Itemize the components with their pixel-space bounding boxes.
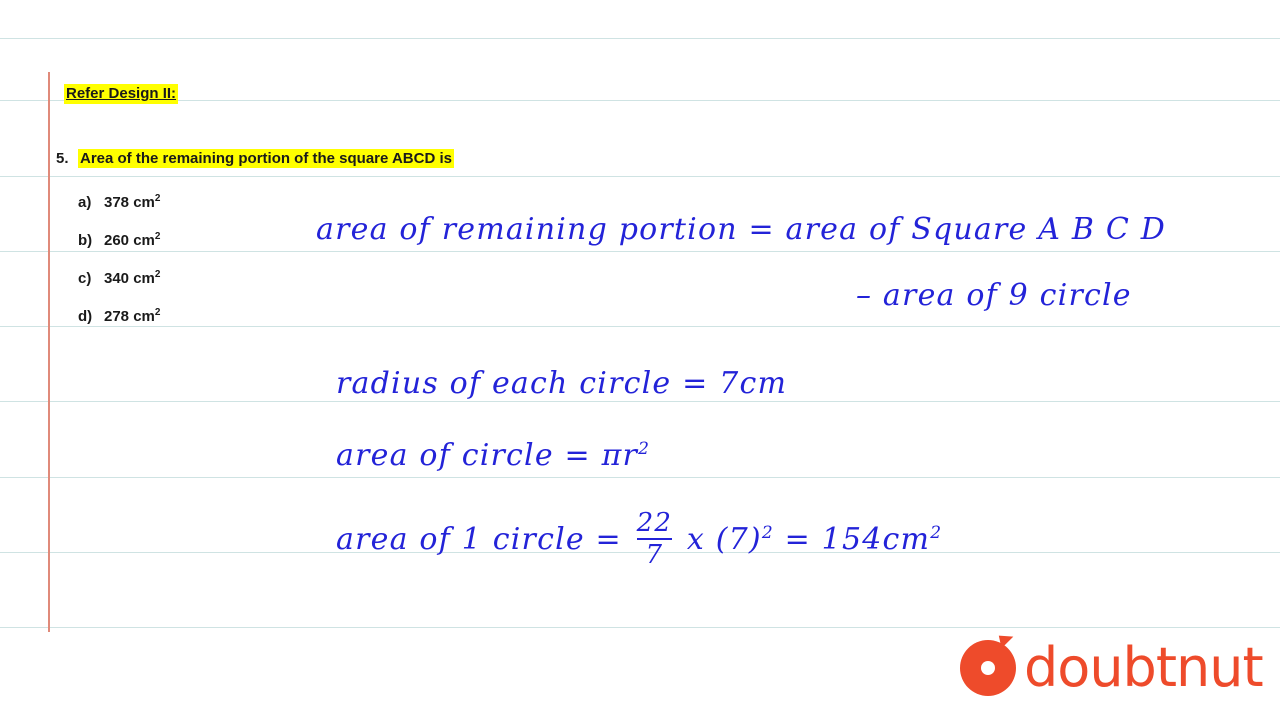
rule-line — [0, 251, 1280, 252]
doubtnut-logo — [960, 636, 1263, 699]
option-a-value: 378 cm — [104, 194, 155, 211]
rule-line — [0, 326, 1280, 327]
question-text: Area of the remaining portion of the square ABCD is — [80, 150, 452, 167]
question-row — [56, 149, 454, 169]
fraction-22-over-7 — [637, 510, 672, 568]
option-a-exponent: 2 — [154, 193, 161, 204]
rule-line — [0, 100, 1280, 101]
doubtnut-wordmark: doubtnut — [1024, 636, 1263, 699]
option-c-exponent: 2 — [154, 269, 161, 280]
margin-line — [48, 72, 50, 632]
option-c[interactable] — [78, 265, 160, 289]
option-b[interactable] — [78, 227, 160, 251]
handwritten-line-5-suffix: = 154cm — [784, 522, 931, 557]
handwritten-line-3: radius of each circle = 7cm — [336, 366, 788, 401]
rule-line — [0, 38, 1280, 39]
option-d-value: 278 cm — [104, 308, 155, 325]
option-d[interactable] — [78, 303, 160, 327]
handwritten-line-5-exponent: 2 — [761, 523, 774, 543]
handwritten-line-4-exponent: 2 — [638, 439, 651, 459]
rule-line — [0, 176, 1280, 177]
fraction-numerator: 22 — [636, 508, 673, 538]
handwritten-line-5-mid: x (7) — [686, 522, 762, 557]
option-b-exponent: 2 — [154, 231, 161, 242]
doubtnut-mark-icon — [960, 640, 1016, 696]
handwritten-line-2: – area of 9 circle — [856, 278, 1132, 313]
handwritten-line-1: area of remaining portion = area of Square A B C D — [316, 212, 1166, 247]
refer-design-heading: Refer Design II: — [66, 85, 177, 102]
option-b-value: 260 cm — [104, 232, 155, 249]
rule-line — [0, 627, 1280, 628]
logo-inner-dot — [981, 661, 995, 675]
option-d-exponent: 2 — [154, 307, 161, 318]
handwritten-line-5 — [336, 508, 943, 570]
option-a[interactable] — [78, 189, 160, 213]
question-number: 5. — [56, 150, 69, 167]
option-a-label: a) — [78, 194, 92, 211]
option-d-label: d) — [78, 308, 93, 325]
option-c-value: 340 cm — [104, 270, 155, 287]
rule-line — [0, 401, 1280, 402]
fraction-denominator: 7 — [645, 540, 664, 570]
option-c-label: c) — [78, 270, 92, 287]
handwritten-line-4-text: area of circle = πr — [336, 438, 639, 473]
option-b-label: b) — [78, 232, 93, 249]
logo-flag-icon — [999, 633, 1015, 649]
rule-line — [0, 477, 1280, 478]
handwritten-line-5-prefix: area of 1 circle = — [336, 522, 622, 557]
handwritten-line-4 — [336, 438, 650, 473]
handwritten-line-5-suffix-exponent: 2 — [930, 523, 943, 543]
